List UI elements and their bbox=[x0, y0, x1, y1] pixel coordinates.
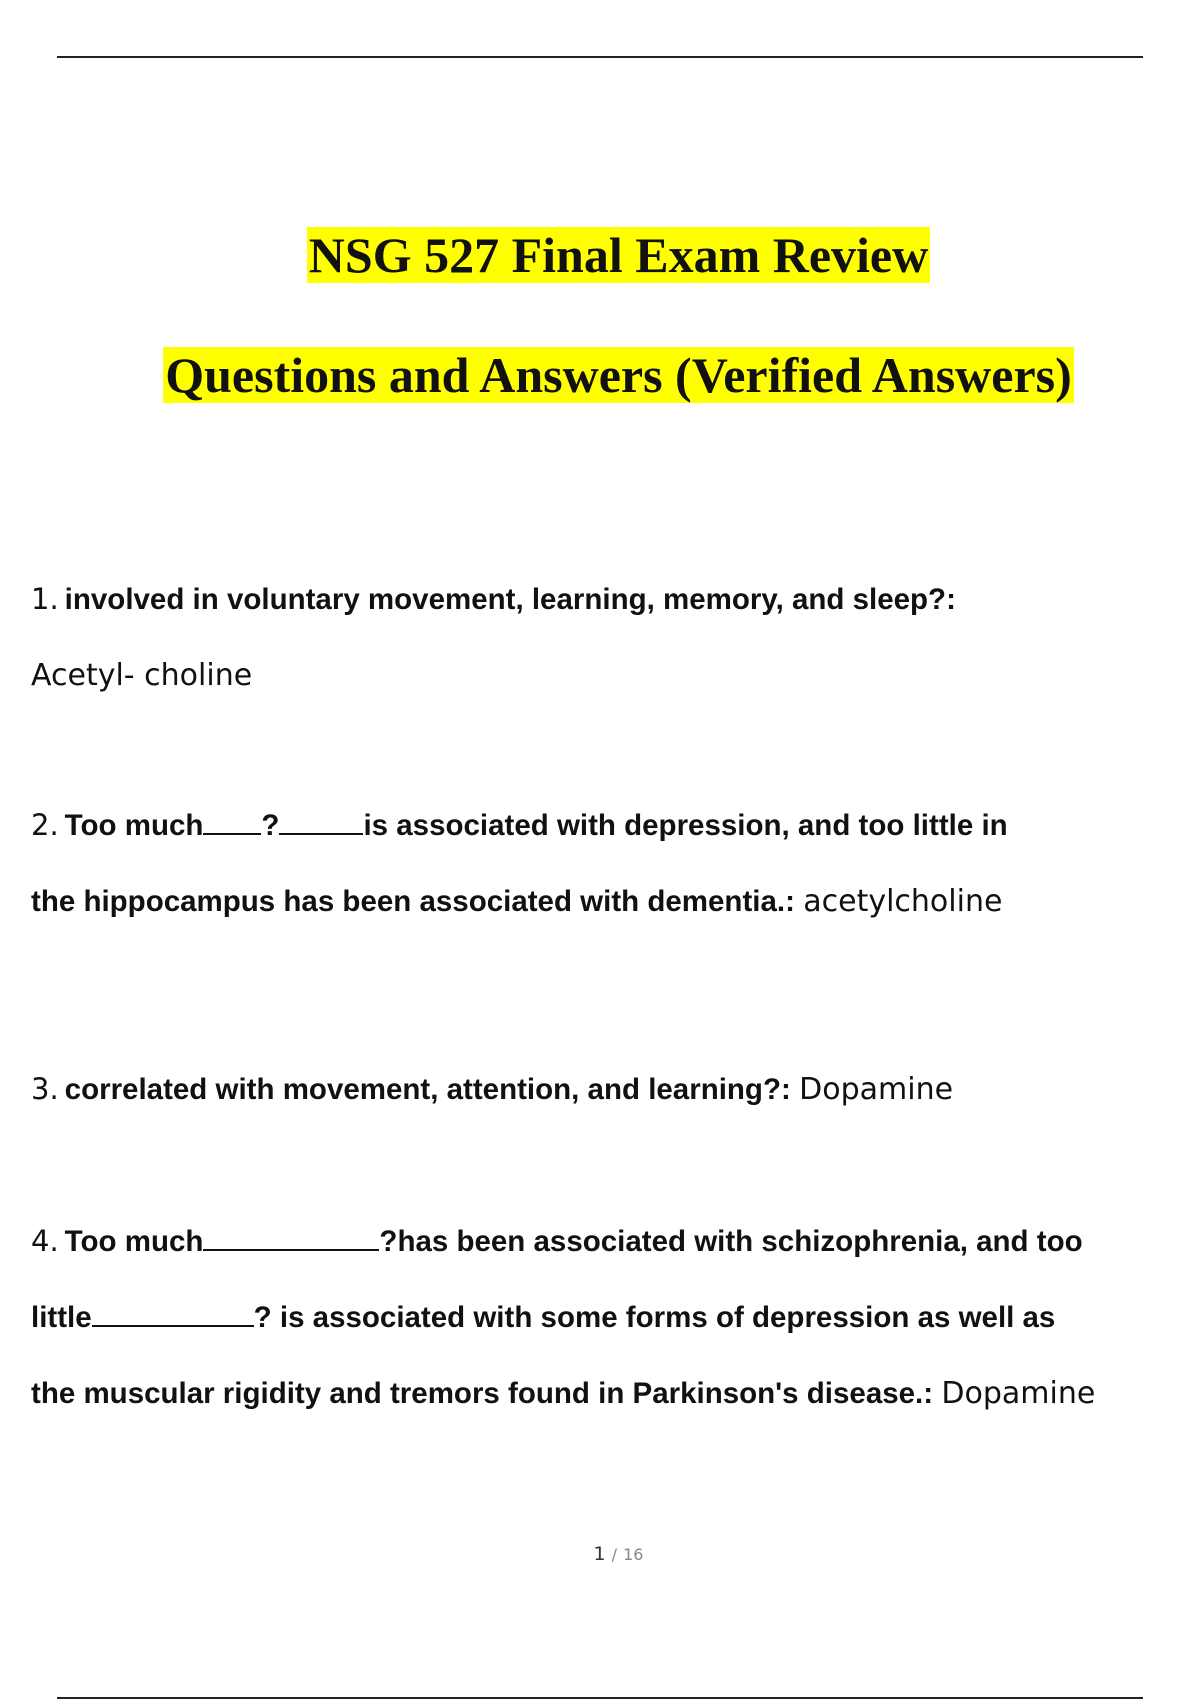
fill-in-blank bbox=[203, 811, 261, 835]
question-text: Too much bbox=[64, 1225, 204, 1258]
title-highlight-1: NSG 527 Final Exam Review bbox=[308, 227, 929, 283]
question-text: ?has been associated with schizophrenia, and too bbox=[379, 1225, 1083, 1258]
answer-text: Dopamine bbox=[941, 1376, 1096, 1411]
answer-text: Acetyl- choline bbox=[31, 658, 253, 693]
question-text: the hippocampus has been associated with dementia.: bbox=[31, 885, 795, 918]
question-text: is associated with depression, and too little in bbox=[363, 809, 1008, 842]
document-title-line-2 bbox=[0, 345, 1200, 405]
bottom-rule bbox=[57, 1697, 1143, 1699]
question-text: ? bbox=[261, 809, 280, 842]
question-number: 3. bbox=[31, 1072, 59, 1106]
question-3 bbox=[31, 1051, 1191, 1128]
question-number: 2. bbox=[31, 808, 59, 842]
answer-text: acetylcholine bbox=[803, 884, 1003, 919]
question-text: Too much bbox=[64, 809, 204, 842]
question-text: ? is associated with some forms of depression as well as bbox=[253, 1301, 1056, 1334]
total-pages: 16 bbox=[623, 1545, 644, 1564]
top-rule bbox=[57, 56, 1143, 58]
fill-in-blank bbox=[279, 811, 363, 835]
page-indicator bbox=[0, 1543, 1200, 1565]
question-text: little bbox=[31, 1301, 92, 1334]
question-text: correlated with movement, attention, and learning?: bbox=[64, 1073, 791, 1106]
page-separator: / bbox=[611, 1545, 618, 1564]
question-text: the muscular rigidity and tremors found in Parkinson's disease.: bbox=[31, 1377, 934, 1410]
answer-text: Dopamine bbox=[799, 1072, 954, 1107]
question-number: 4. bbox=[31, 1224, 59, 1258]
current-page: 1 bbox=[593, 1543, 606, 1565]
question-text: involved in voluntary movement, learning, memory, and sleep?: bbox=[64, 583, 956, 616]
question-1 bbox=[31, 561, 1191, 714]
question-number: 1. bbox=[31, 582, 59, 616]
fill-in-blank bbox=[92, 1303, 254, 1327]
question-4 bbox=[31, 1203, 1191, 1432]
document-title-line-1 bbox=[0, 225, 1200, 285]
question-2 bbox=[31, 787, 1191, 940]
title-highlight-2: Questions and Answers (Verified Answers) bbox=[165, 347, 1072, 403]
fill-in-blank bbox=[203, 1227, 379, 1251]
